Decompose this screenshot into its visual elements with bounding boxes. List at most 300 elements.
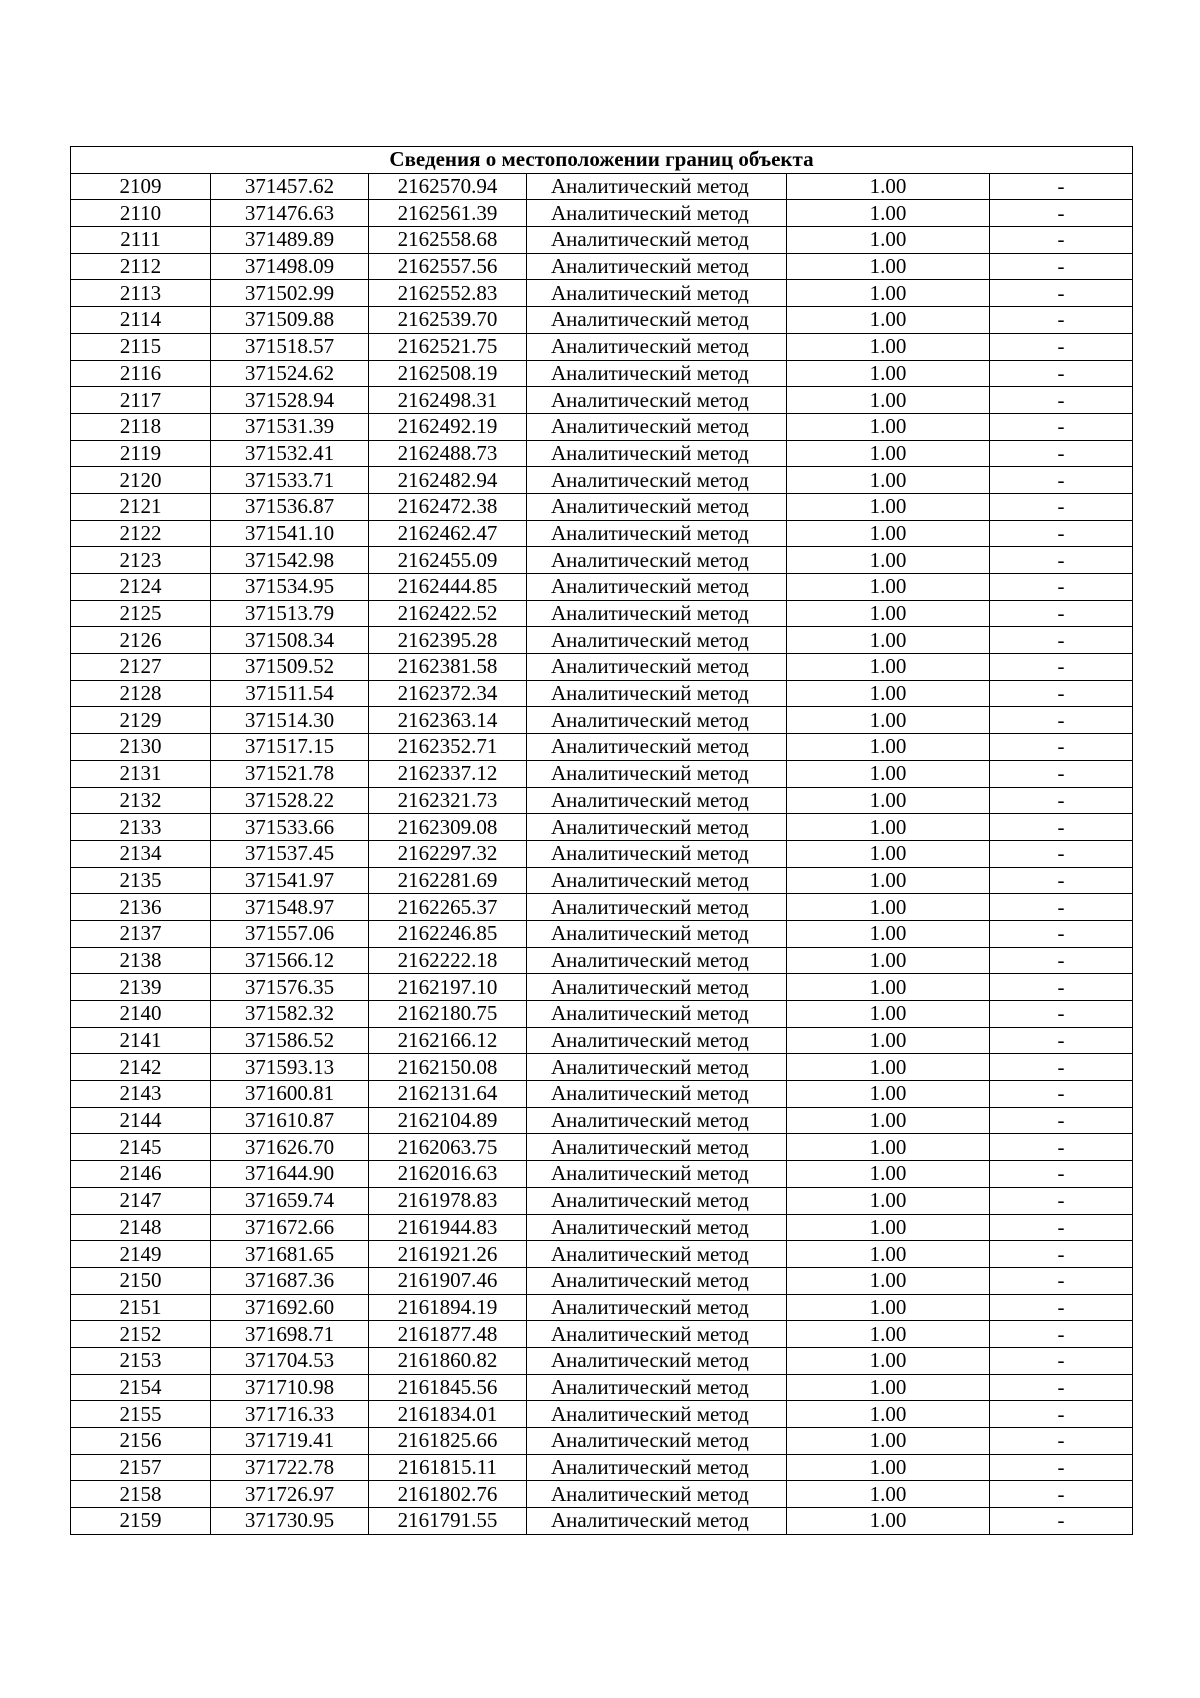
point-number-cell: 2137 bbox=[71, 920, 211, 947]
method-cell: Аналитический метод bbox=[527, 760, 787, 787]
accuracy-cell: 1.00 bbox=[787, 1454, 990, 1481]
method-cell: Аналитический метод bbox=[527, 867, 787, 894]
method-cell: Аналитический метод bbox=[527, 333, 787, 360]
point-number-cell: 2128 bbox=[71, 680, 211, 707]
y-coordinate-cell: 2162337.12 bbox=[369, 760, 527, 787]
description-cell: - bbox=[990, 360, 1133, 387]
table-row bbox=[71, 173, 1133, 200]
table-row bbox=[71, 1187, 1133, 1214]
y-coordinate-cell: 2161944.83 bbox=[369, 1214, 527, 1241]
table-row bbox=[71, 1374, 1133, 1401]
point-number-cell: 2122 bbox=[71, 520, 211, 547]
x-coordinate-cell: 371537.45 bbox=[211, 840, 369, 867]
x-coordinate-cell: 371513.79 bbox=[211, 600, 369, 627]
table-row bbox=[71, 227, 1133, 254]
point-number-cell: 2113 bbox=[71, 280, 211, 307]
y-coordinate-cell: 2161894.19 bbox=[369, 1294, 527, 1321]
table-row bbox=[71, 413, 1133, 440]
method-cell: Аналитический метод bbox=[527, 1374, 787, 1401]
y-coordinate-cell: 2162281.69 bbox=[369, 867, 527, 894]
description-cell: - bbox=[990, 547, 1133, 574]
method-cell: Аналитический метод bbox=[527, 1428, 787, 1455]
y-coordinate-cell: 2162539.70 bbox=[369, 307, 527, 334]
method-cell: Аналитический метод bbox=[527, 894, 787, 921]
accuracy-cell: 1.00 bbox=[787, 333, 990, 360]
table-row bbox=[71, 814, 1133, 841]
y-coordinate-cell: 2162455.09 bbox=[369, 547, 527, 574]
point-number-cell: 2112 bbox=[71, 253, 211, 280]
accuracy-cell: 1.00 bbox=[787, 1347, 990, 1374]
description-cell: - bbox=[990, 333, 1133, 360]
accuracy-cell: 1.00 bbox=[787, 280, 990, 307]
accuracy-cell: 1.00 bbox=[787, 734, 990, 761]
description-cell: - bbox=[990, 1081, 1133, 1108]
method-cell: Аналитический метод bbox=[527, 1347, 787, 1374]
y-coordinate-cell: 2162104.89 bbox=[369, 1107, 527, 1134]
method-cell: Аналитический метод bbox=[527, 1161, 787, 1188]
x-coordinate-cell: 371502.99 bbox=[211, 280, 369, 307]
x-coordinate-cell: 371534.95 bbox=[211, 574, 369, 601]
point-number-cell: 2116 bbox=[71, 360, 211, 387]
x-coordinate-cell: 371533.66 bbox=[211, 814, 369, 841]
description-cell: - bbox=[990, 1374, 1133, 1401]
x-coordinate-cell: 371704.53 bbox=[211, 1347, 369, 1374]
accuracy-cell: 1.00 bbox=[787, 547, 990, 574]
accuracy-cell: 1.00 bbox=[787, 1214, 990, 1241]
table-row bbox=[71, 1508, 1133, 1535]
accuracy-cell: 1.00 bbox=[787, 1161, 990, 1188]
method-cell: Аналитический метод bbox=[527, 1081, 787, 1108]
table-row bbox=[71, 520, 1133, 547]
description-cell: - bbox=[990, 467, 1133, 494]
description-cell: - bbox=[990, 1107, 1133, 1134]
point-number-cell: 2115 bbox=[71, 333, 211, 360]
method-cell: Аналитический метод bbox=[527, 707, 787, 734]
accuracy-cell: 1.00 bbox=[787, 1107, 990, 1134]
table-row bbox=[71, 200, 1133, 227]
description-cell: - bbox=[990, 894, 1133, 921]
method-cell: Аналитический метод bbox=[527, 1214, 787, 1241]
y-coordinate-cell: 2162498.31 bbox=[369, 387, 527, 414]
accuracy-cell: 1.00 bbox=[787, 413, 990, 440]
x-coordinate-cell: 371541.10 bbox=[211, 520, 369, 547]
method-cell: Аналитический метод bbox=[527, 173, 787, 200]
x-coordinate-cell: 371514.30 bbox=[211, 707, 369, 734]
point-number-cell: 2125 bbox=[71, 600, 211, 627]
method-cell: Аналитический метод bbox=[527, 627, 787, 654]
y-coordinate-cell: 2162150.08 bbox=[369, 1054, 527, 1081]
point-number-cell: 2118 bbox=[71, 413, 211, 440]
y-coordinate-cell: 2162180.75 bbox=[369, 1001, 527, 1028]
x-coordinate-cell: 371541.97 bbox=[211, 867, 369, 894]
x-coordinate-cell: 371532.41 bbox=[211, 440, 369, 467]
accuracy-cell: 1.00 bbox=[787, 493, 990, 520]
x-coordinate-cell: 371542.98 bbox=[211, 547, 369, 574]
point-number-cell: 2159 bbox=[71, 1508, 211, 1535]
point-number-cell: 2143 bbox=[71, 1081, 211, 1108]
method-cell: Аналитический метод bbox=[527, 1267, 787, 1294]
table-row bbox=[71, 493, 1133, 520]
point-number-cell: 2129 bbox=[71, 707, 211, 734]
description-cell: - bbox=[990, 1347, 1133, 1374]
x-coordinate-cell: 371518.57 bbox=[211, 333, 369, 360]
description-cell: - bbox=[990, 574, 1133, 601]
accuracy-cell: 1.00 bbox=[787, 627, 990, 654]
method-cell: Аналитический метод bbox=[527, 467, 787, 494]
method-cell: Аналитический метод bbox=[527, 1134, 787, 1161]
x-coordinate-cell: 371509.88 bbox=[211, 307, 369, 334]
point-number-cell: 2123 bbox=[71, 547, 211, 574]
y-coordinate-cell: 2161815.11 bbox=[369, 1454, 527, 1481]
description-cell: - bbox=[990, 787, 1133, 814]
point-number-cell: 2144 bbox=[71, 1107, 211, 1134]
x-coordinate-cell: 371528.22 bbox=[211, 787, 369, 814]
accuracy-cell: 1.00 bbox=[787, 360, 990, 387]
y-coordinate-cell: 2162309.08 bbox=[369, 814, 527, 841]
table-row bbox=[71, 1161, 1133, 1188]
description-cell: - bbox=[990, 920, 1133, 947]
description-cell: - bbox=[990, 1054, 1133, 1081]
table-row bbox=[71, 920, 1133, 947]
accuracy-cell: 1.00 bbox=[787, 1294, 990, 1321]
method-cell: Аналитический метод bbox=[527, 280, 787, 307]
y-coordinate-cell: 2162246.85 bbox=[369, 920, 527, 947]
y-coordinate-cell: 2161791.55 bbox=[369, 1508, 527, 1535]
method-cell: Аналитический метод bbox=[527, 574, 787, 601]
accuracy-cell: 1.00 bbox=[787, 440, 990, 467]
table-title-row bbox=[71, 147, 1133, 174]
method-cell: Аналитический метод bbox=[527, 1294, 787, 1321]
x-coordinate-cell: 371509.52 bbox=[211, 654, 369, 681]
table-row bbox=[71, 440, 1133, 467]
accuracy-cell: 1.00 bbox=[787, 200, 990, 227]
table-row bbox=[71, 1267, 1133, 1294]
description-cell: - bbox=[990, 734, 1133, 761]
description-cell: - bbox=[990, 814, 1133, 841]
table-row bbox=[71, 734, 1133, 761]
accuracy-cell: 1.00 bbox=[787, 520, 990, 547]
description-cell: - bbox=[990, 1401, 1133, 1428]
description-cell: - bbox=[990, 493, 1133, 520]
accuracy-cell: 1.00 bbox=[787, 974, 990, 1001]
table-title: Сведения о местоположении границ объекта bbox=[71, 147, 1133, 174]
table-row bbox=[71, 894, 1133, 921]
description-cell: - bbox=[990, 227, 1133, 254]
point-number-cell: 2158 bbox=[71, 1481, 211, 1508]
accuracy-cell: 1.00 bbox=[787, 947, 990, 974]
x-coordinate-cell: 371626.70 bbox=[211, 1134, 369, 1161]
description-cell: - bbox=[990, 627, 1133, 654]
point-number-cell: 2109 bbox=[71, 173, 211, 200]
table-row bbox=[71, 1001, 1133, 1028]
point-number-cell: 2134 bbox=[71, 840, 211, 867]
point-number-cell: 2121 bbox=[71, 493, 211, 520]
point-number-cell: 2120 bbox=[71, 467, 211, 494]
description-cell: - bbox=[990, 840, 1133, 867]
table-row bbox=[71, 867, 1133, 894]
point-number-cell: 2157 bbox=[71, 1454, 211, 1481]
y-coordinate-cell: 2162521.75 bbox=[369, 333, 527, 360]
x-coordinate-cell: 371536.87 bbox=[211, 493, 369, 520]
table-body bbox=[71, 173, 1133, 1534]
x-coordinate-cell: 371716.33 bbox=[211, 1401, 369, 1428]
x-coordinate-cell: 371586.52 bbox=[211, 1027, 369, 1054]
method-cell: Аналитический метод bbox=[527, 387, 787, 414]
x-coordinate-cell: 371719.41 bbox=[211, 1428, 369, 1455]
x-coordinate-cell: 371476.63 bbox=[211, 200, 369, 227]
point-number-cell: 2142 bbox=[71, 1054, 211, 1081]
x-coordinate-cell: 371593.13 bbox=[211, 1054, 369, 1081]
point-number-cell: 2111 bbox=[71, 227, 211, 254]
y-coordinate-cell: 2162558.68 bbox=[369, 227, 527, 254]
accuracy-cell: 1.00 bbox=[787, 1267, 990, 1294]
x-coordinate-cell: 371517.15 bbox=[211, 734, 369, 761]
y-coordinate-cell: 2162352.71 bbox=[369, 734, 527, 761]
x-coordinate-cell: 371557.06 bbox=[211, 920, 369, 947]
description-cell: - bbox=[990, 1134, 1133, 1161]
x-coordinate-cell: 371726.97 bbox=[211, 1481, 369, 1508]
method-cell: Аналитический метод bbox=[527, 680, 787, 707]
method-cell: Аналитический метод bbox=[527, 253, 787, 280]
y-coordinate-cell: 2162444.85 bbox=[369, 574, 527, 601]
accuracy-cell: 1.00 bbox=[787, 1054, 990, 1081]
table-row bbox=[71, 1241, 1133, 1268]
x-coordinate-cell: 371687.36 bbox=[211, 1267, 369, 1294]
method-cell: Аналитический метод bbox=[527, 1107, 787, 1134]
accuracy-cell: 1.00 bbox=[787, 1001, 990, 1028]
method-cell: Аналитический метод bbox=[527, 1054, 787, 1081]
method-cell: Аналитический метод bbox=[527, 1001, 787, 1028]
x-coordinate-cell: 371644.90 bbox=[211, 1161, 369, 1188]
point-number-cell: 2146 bbox=[71, 1161, 211, 1188]
point-number-cell: 2138 bbox=[71, 947, 211, 974]
y-coordinate-cell: 2162422.52 bbox=[369, 600, 527, 627]
table-row bbox=[71, 1428, 1133, 1455]
point-number-cell: 2147 bbox=[71, 1187, 211, 1214]
method-cell: Аналитический метод bbox=[527, 413, 787, 440]
point-number-cell: 2132 bbox=[71, 787, 211, 814]
accuracy-cell: 1.00 bbox=[787, 173, 990, 200]
description-cell: - bbox=[990, 173, 1133, 200]
method-cell: Аналитический метод bbox=[527, 947, 787, 974]
description-cell: - bbox=[990, 520, 1133, 547]
table-row bbox=[71, 1454, 1133, 1481]
x-coordinate-cell: 371566.12 bbox=[211, 947, 369, 974]
method-cell: Аналитический метод bbox=[527, 1241, 787, 1268]
x-coordinate-cell: 371511.54 bbox=[211, 680, 369, 707]
description-cell: - bbox=[990, 440, 1133, 467]
y-coordinate-cell: 2162297.32 bbox=[369, 840, 527, 867]
description-cell: - bbox=[990, 307, 1133, 334]
x-coordinate-cell: 371698.71 bbox=[211, 1321, 369, 1348]
point-number-cell: 2156 bbox=[71, 1428, 211, 1455]
accuracy-cell: 1.00 bbox=[787, 467, 990, 494]
table-row bbox=[71, 1321, 1133, 1348]
x-coordinate-cell: 371533.71 bbox=[211, 467, 369, 494]
point-number-cell: 2130 bbox=[71, 734, 211, 761]
point-number-cell: 2114 bbox=[71, 307, 211, 334]
x-coordinate-cell: 371531.39 bbox=[211, 413, 369, 440]
accuracy-cell: 1.00 bbox=[787, 1321, 990, 1348]
accuracy-cell: 1.00 bbox=[787, 840, 990, 867]
table-row bbox=[71, 467, 1133, 494]
point-number-cell: 2153 bbox=[71, 1347, 211, 1374]
method-cell: Аналитический метод bbox=[527, 520, 787, 547]
y-coordinate-cell: 2162482.94 bbox=[369, 467, 527, 494]
table-row bbox=[71, 1294, 1133, 1321]
y-coordinate-cell: 2162561.39 bbox=[369, 200, 527, 227]
table-row bbox=[71, 307, 1133, 334]
y-coordinate-cell: 2161860.82 bbox=[369, 1347, 527, 1374]
y-coordinate-cell: 2162063.75 bbox=[369, 1134, 527, 1161]
method-cell: Аналитический метод bbox=[527, 1321, 787, 1348]
x-coordinate-cell: 371730.95 bbox=[211, 1508, 369, 1535]
y-coordinate-cell: 2161845.56 bbox=[369, 1374, 527, 1401]
method-cell: Аналитический метод bbox=[527, 1401, 787, 1428]
method-cell: Аналитический метод bbox=[527, 654, 787, 681]
table-row bbox=[71, 680, 1133, 707]
table-row bbox=[71, 654, 1133, 681]
x-coordinate-cell: 371659.74 bbox=[211, 1187, 369, 1214]
x-coordinate-cell: 371524.62 bbox=[211, 360, 369, 387]
table-row bbox=[71, 707, 1133, 734]
x-coordinate-cell: 371582.32 bbox=[211, 1001, 369, 1028]
description-cell: - bbox=[990, 654, 1133, 681]
point-number-cell: 2155 bbox=[71, 1401, 211, 1428]
description-cell: - bbox=[990, 413, 1133, 440]
description-cell: - bbox=[990, 1267, 1133, 1294]
description-cell: - bbox=[990, 867, 1133, 894]
x-coordinate-cell: 371672.66 bbox=[211, 1214, 369, 1241]
point-number-cell: 2133 bbox=[71, 814, 211, 841]
table-row bbox=[71, 387, 1133, 414]
description-cell: - bbox=[990, 1481, 1133, 1508]
description-cell: - bbox=[990, 974, 1133, 1001]
description-cell: - bbox=[990, 760, 1133, 787]
x-coordinate-cell: 371710.98 bbox=[211, 1374, 369, 1401]
y-coordinate-cell: 2162222.18 bbox=[369, 947, 527, 974]
method-cell: Аналитический метод bbox=[527, 307, 787, 334]
table-row bbox=[71, 1481, 1133, 1508]
x-coordinate-cell: 371610.87 bbox=[211, 1107, 369, 1134]
x-coordinate-cell: 371508.34 bbox=[211, 627, 369, 654]
table-row bbox=[71, 574, 1133, 601]
accuracy-cell: 1.00 bbox=[787, 787, 990, 814]
table-row bbox=[71, 1134, 1133, 1161]
description-cell: - bbox=[990, 600, 1133, 627]
x-coordinate-cell: 371576.35 bbox=[211, 974, 369, 1001]
accuracy-cell: 1.00 bbox=[787, 253, 990, 280]
y-coordinate-cell: 2162131.64 bbox=[369, 1081, 527, 1108]
method-cell: Аналитический метод bbox=[527, 600, 787, 627]
accuracy-cell: 1.00 bbox=[787, 387, 990, 414]
description-cell: - bbox=[990, 1508, 1133, 1535]
x-coordinate-cell: 371498.09 bbox=[211, 253, 369, 280]
accuracy-cell: 1.00 bbox=[787, 707, 990, 734]
accuracy-cell: 1.00 bbox=[787, 894, 990, 921]
accuracy-cell: 1.00 bbox=[787, 680, 990, 707]
accuracy-cell: 1.00 bbox=[787, 574, 990, 601]
accuracy-cell: 1.00 bbox=[787, 920, 990, 947]
point-number-cell: 2154 bbox=[71, 1374, 211, 1401]
accuracy-cell: 1.00 bbox=[787, 600, 990, 627]
table-row bbox=[71, 360, 1133, 387]
x-coordinate-cell: 371681.65 bbox=[211, 1241, 369, 1268]
description-cell: - bbox=[990, 1187, 1133, 1214]
point-number-cell: 2127 bbox=[71, 654, 211, 681]
point-number-cell: 2126 bbox=[71, 627, 211, 654]
description-cell: - bbox=[990, 1428, 1133, 1455]
y-coordinate-cell: 2162166.12 bbox=[369, 1027, 527, 1054]
description-cell: - bbox=[990, 1321, 1133, 1348]
point-number-cell: 2124 bbox=[71, 574, 211, 601]
x-coordinate-cell: 371548.97 bbox=[211, 894, 369, 921]
y-coordinate-cell: 2162321.73 bbox=[369, 787, 527, 814]
accuracy-cell: 1.00 bbox=[787, 1508, 990, 1535]
table-row bbox=[71, 1081, 1133, 1108]
accuracy-cell: 1.00 bbox=[787, 1428, 990, 1455]
method-cell: Аналитический метод bbox=[527, 734, 787, 761]
y-coordinate-cell: 2162472.38 bbox=[369, 493, 527, 520]
table-row bbox=[71, 1107, 1133, 1134]
x-coordinate-cell: 371457.62 bbox=[211, 173, 369, 200]
y-coordinate-cell: 2162197.10 bbox=[369, 974, 527, 1001]
accuracy-cell: 1.00 bbox=[787, 1081, 990, 1108]
method-cell: Аналитический метод bbox=[527, 360, 787, 387]
accuracy-cell: 1.00 bbox=[787, 1401, 990, 1428]
table-row bbox=[71, 333, 1133, 360]
accuracy-cell: 1.00 bbox=[787, 1481, 990, 1508]
method-cell: Аналитический метод bbox=[527, 227, 787, 254]
y-coordinate-cell: 2162552.83 bbox=[369, 280, 527, 307]
point-number-cell: 2140 bbox=[71, 1001, 211, 1028]
y-coordinate-cell: 2162016.63 bbox=[369, 1161, 527, 1188]
method-cell: Аналитический метод bbox=[527, 814, 787, 841]
table-row bbox=[71, 974, 1133, 1001]
y-coordinate-cell: 2161877.48 bbox=[369, 1321, 527, 1348]
method-cell: Аналитический метод bbox=[527, 1481, 787, 1508]
method-cell: Аналитический метод bbox=[527, 1027, 787, 1054]
x-coordinate-cell: 371521.78 bbox=[211, 760, 369, 787]
y-coordinate-cell: 2162570.94 bbox=[369, 173, 527, 200]
table-row bbox=[71, 787, 1133, 814]
y-coordinate-cell: 2161825.66 bbox=[369, 1428, 527, 1455]
point-number-cell: 2152 bbox=[71, 1321, 211, 1348]
y-coordinate-cell: 2162381.58 bbox=[369, 654, 527, 681]
point-number-cell: 2110 bbox=[71, 200, 211, 227]
y-coordinate-cell: 2161802.76 bbox=[369, 1481, 527, 1508]
table-row bbox=[71, 1347, 1133, 1374]
table-row bbox=[71, 547, 1133, 574]
point-number-cell: 2117 bbox=[71, 387, 211, 414]
method-cell: Аналитический метод bbox=[527, 1187, 787, 1214]
table-row bbox=[71, 760, 1133, 787]
boundary-table bbox=[70, 146, 1133, 1535]
method-cell: Аналитический метод bbox=[527, 920, 787, 947]
accuracy-cell: 1.00 bbox=[787, 654, 990, 681]
point-number-cell: 2135 bbox=[71, 867, 211, 894]
description-cell: - bbox=[990, 1001, 1133, 1028]
y-coordinate-cell: 2161834.01 bbox=[369, 1401, 527, 1428]
point-number-cell: 2149 bbox=[71, 1241, 211, 1268]
method-cell: Аналитический метод bbox=[527, 787, 787, 814]
point-number-cell: 2136 bbox=[71, 894, 211, 921]
table-row bbox=[71, 1401, 1133, 1428]
x-coordinate-cell: 371722.78 bbox=[211, 1454, 369, 1481]
description-cell: - bbox=[990, 707, 1133, 734]
description-cell: - bbox=[990, 280, 1133, 307]
description-cell: - bbox=[990, 253, 1133, 280]
